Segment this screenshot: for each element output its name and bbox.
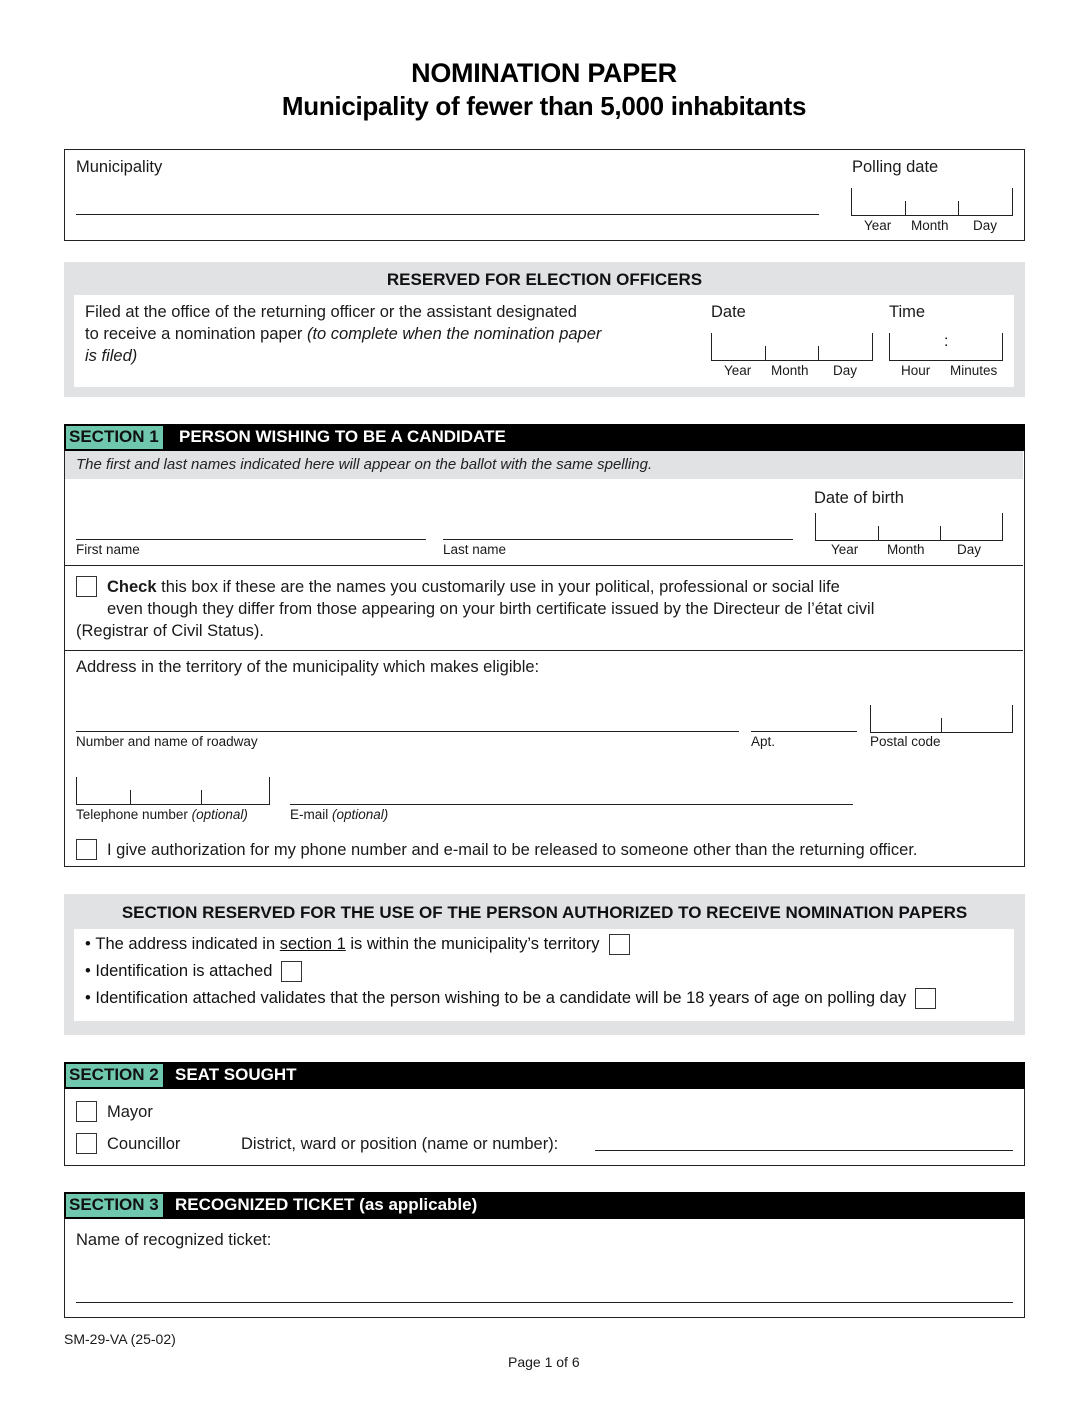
check-item-address: • The address indicated in section 1 is within the municipality’s territory — [85, 934, 630, 955]
telephone-label: Telephone number (optional) — [76, 807, 248, 822]
address-heading: Address in the territory of the municipality which makes eligible: — [76, 658, 540, 676]
election-officers-panel — [64, 262, 1025, 397]
section-1-note: The first and last names indicated here will appear on the ballot with the same spelling. — [65, 451, 1023, 479]
first-name-label: First name — [76, 542, 140, 557]
councillor-label: Councillor — [107, 1135, 181, 1153]
postal-code-label: Postal code — [870, 734, 941, 749]
check-item-age: • Identification attached validates that the person wishing to be a candidate will be 18 years of age on polling day — [85, 988, 936, 1009]
municipality-block — [64, 149, 1025, 241]
municipality-label: Municipality — [76, 158, 163, 176]
email-input[interactable] — [290, 804, 853, 805]
mayor-label: Mayor — [107, 1103, 153, 1121]
municipality-input[interactable] — [76, 214, 819, 215]
section-1 — [64, 424, 1025, 867]
customary-names-line1: Check this box if these are the names you customarily use in your political, professional or social life — [107, 578, 840, 596]
form-code: SM-29-VA (25-02) — [64, 1331, 176, 1347]
district-input[interactable] — [595, 1150, 1013, 1151]
section-3-badge: SECTION 3 — [66, 1194, 163, 1217]
section-2-badge: SECTION 2 — [66, 1064, 163, 1087]
ticket-input[interactable] — [76, 1302, 1013, 1303]
mayor-checkbox[interactable] — [76, 1101, 97, 1122]
filed-date-label: Date — [711, 303, 746, 321]
page-subtitle: Municipality of fewer than 5,000 inhabitants — [281, 91, 807, 121]
first-name-input[interactable] — [76, 539, 426, 540]
election-officers-heading: RESERVED FOR ELECTION OFFICERS — [386, 270, 703, 289]
polling-date-month-label: Month — [911, 218, 949, 233]
email-label: E-mail (optional) — [290, 807, 389, 822]
time-separator: : — [944, 333, 949, 350]
customary-names-checkbox[interactable] — [76, 576, 97, 597]
page-number: Page 1 of 6 — [508, 1354, 580, 1370]
dob-year-label: Year — [831, 542, 859, 557]
polling-date-input[interactable] — [851, 188, 1013, 216]
page-title: NOMINATION PAPER — [411, 58, 677, 88]
apt-label: Apt. — [751, 734, 776, 749]
section-1-title: PERSON WISHING TO BE A CANDIDATE — [179, 427, 506, 446]
authorization-text: I give authorization for my phone number and e-mail to be released to someone other than the returning officer. — [107, 841, 918, 859]
filed-text-line1: Filed at the office of the returning officer or the assistant designated — [85, 303, 577, 321]
ticket-label: Name of recognized ticket: — [76, 1231, 272, 1249]
roadway-label: Number and name of roadway — [76, 734, 258, 749]
filed-text-line3: is filed) — [85, 347, 138, 365]
section-1-header — [64, 424, 1025, 451]
dob-label: Date of birth — [814, 489, 904, 507]
filed-date-year-label: Year — [724, 363, 752, 378]
filed-text-line2: to receive a nomination paper (to complete when the nomination paper — [85, 325, 602, 343]
authorized-person-panel — [64, 894, 1025, 1035]
section-2-title: SEAT SOUGHT — [175, 1065, 297, 1084]
telephone-input[interactable] — [76, 777, 270, 805]
section-1-link[interactable]: section 1 — [279, 935, 346, 953]
identification-attached-checkbox[interactable] — [281, 961, 302, 982]
section-2-header — [64, 1062, 1025, 1089]
section-3 — [64, 1192, 1025, 1318]
age-validated-checkbox[interactable] — [915, 988, 936, 1009]
last-name-label: Last name — [443, 542, 507, 557]
filed-date-day-label: Day — [833, 363, 858, 378]
polling-date-label: Polling date — [852, 158, 939, 176]
authorization-checkbox[interactable] — [76, 839, 97, 860]
filed-date-month-label: Month — [771, 363, 809, 378]
councillor-checkbox[interactable] — [76, 1133, 97, 1154]
customary-names-line3: (Registrar of Civil Status). — [76, 622, 264, 640]
section-3-title: RECOGNIZED TICKET (as applicable) — [175, 1195, 478, 1214]
section-3-header — [64, 1192, 1025, 1219]
apt-input[interactable] — [751, 731, 857, 732]
dob-input[interactable] — [815, 513, 1003, 541]
polling-date-year-label: Year — [864, 218, 892, 233]
last-name-input[interactable] — [443, 539, 793, 540]
district-label: District, ward or position (name or number): — [241, 1135, 559, 1153]
polling-date-day-label: Day — [973, 218, 998, 233]
customary-names-line2: even though they differ from those appearing on your birth certificate issued by the Directeur de l’état civil — [107, 600, 875, 618]
filed-time-minutes-label: Minutes — [950, 363, 998, 378]
section-2 — [64, 1062, 1025, 1166]
filed-date-input[interactable] — [711, 333, 873, 361]
check-item-identification: • Identification is attached — [85, 961, 302, 982]
postal-code-input[interactable] — [870, 705, 1013, 733]
filed-time-input[interactable] — [889, 333, 1003, 361]
address-within-territory-checkbox[interactable] — [609, 934, 630, 955]
roadway-input[interactable] — [76, 731, 739, 732]
section-1-badge: SECTION 1 — [66, 426, 163, 449]
authorized-person-heading: SECTION RESERVED FOR THE USE OF THE PERSON AUTHORIZED TO RECEIVE NOMINATION PAPERS — [121, 903, 968, 922]
dob-month-label: Month — [887, 542, 925, 557]
dob-day-label: Day — [957, 542, 982, 557]
filed-time-hour-label: Hour — [901, 363, 931, 378]
filed-time-label: Time — [889, 303, 926, 321]
